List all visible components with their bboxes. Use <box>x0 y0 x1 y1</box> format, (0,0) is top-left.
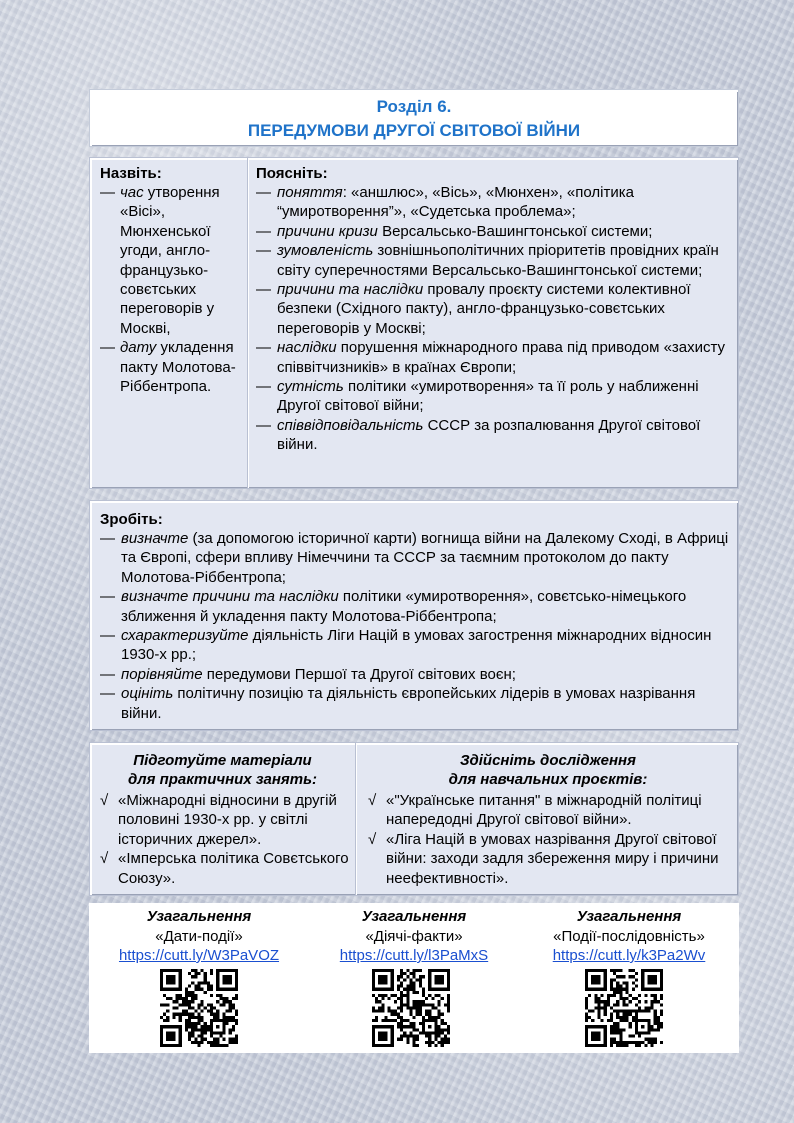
explain-list <box>256 183 736 455</box>
list-item: √ «Ліга Націй в умовах назрівання Другої світової війни: заходи задля збереження миру і причини неефективності». <box>368 830 719 887</box>
list-item: — зумовленість зовнішньополітичних пріоритетів провідних країн світу суперечностями Версальсько-Вашингтонської системи; <box>256 242 719 279</box>
list-item: — сутність політики «умиротворення» та її роль у наближенні Другої світової війни; <box>256 378 699 415</box>
link-events-sequence[interactable]: https://cutt.ly/k3Pa2Wv <box>552 947 706 964</box>
name-explain-panel <box>89 157 739 489</box>
qr-code-icon[interactable] <box>372 969 450 1047</box>
list-item: — час утворення «Вісі», Мюнхенської угоди, англо-французько-совєтських переговорів у Москві, <box>100 184 220 337</box>
prepare-subheading: для практичних занять: <box>128 771 317 788</box>
link-figures-facts[interactable]: https://cutt.ly/l3PaMxS <box>339 947 489 964</box>
qr-code-icon[interactable] <box>160 969 238 1047</box>
generalization-figures-facts: Узагальнення «Діячі-факти» https://cutt.ly/l3PaMxS <box>306 907 522 966</box>
list-item: — схарактеризуйте діяльність Ліги Націй в умовах загострення міжнародних відносин 1930-х рр.; <box>100 627 712 664</box>
list-item: √ «Міжнародні відносини в другій половині 1930-х рр. у світлі історичних джерел». <box>100 792 337 848</box>
list-item: — оцініть політичну позицію та діяльність європейських лідерів в умовах назрівання війни. <box>100 685 696 722</box>
list-item: — причини кризи Версальсько-Вашингтонської системи; <box>256 222 653 240</box>
title-panel <box>89 89 739 147</box>
check-icon: √ <box>100 792 109 809</box>
do-panel <box>89 500 739 731</box>
list-item: — визначте причини та наслідки політики «умиротворення», совєтсько-німецького зближення й укладення пакту Молотова-Ріббентропа; <box>100 588 687 625</box>
generalization-events-sequence: Узагальнення «Події-послідовність» https://cutt.ly/k3Pa2Wv <box>521 907 737 966</box>
list-item: — дату укладення пакту Молотова-Ріббентропа. <box>100 339 236 396</box>
do-list <box>100 529 732 723</box>
section-title: ПЕРЕДУМОВИ ДРУГОЇ СВІТОВОЇ ВІЙНИ <box>247 121 581 140</box>
generalizations-panel <box>89 903 739 1053</box>
list-item: — визначте (за допомогою історичної карти) вогнища війни на Далекому Сході, в Африці та Європі, сфери впливу Німеччини та СССР за таємним протоколом до пакту Молотова-Ріббентропа; <box>100 530 729 586</box>
list-item: √ «"Українське питання" в міжнародній політиці напередодні Другої світової війни». <box>368 792 702 829</box>
name-heading: Назвіть: <box>100 165 162 182</box>
explain-column <box>250 158 738 488</box>
section-number: Розділ 6. <box>376 97 452 116</box>
name-list <box>100 183 245 396</box>
name-column <box>90 158 248 488</box>
list-item: — співвідповідальність СССР за розпалювання Другої світової війни. <box>256 416 701 454</box>
prepare-heading: Підготуйте матеріали <box>133 752 312 769</box>
check-icon: √ <box>100 850 109 868</box>
prepare-list <box>100 791 350 888</box>
check-icon: √ <box>368 792 377 809</box>
research-heading: Здійсніть дослідження <box>460 752 636 769</box>
check-icon: √ <box>368 830 377 848</box>
prepare-research-panel <box>89 742 739 896</box>
list-item: — наслідки порушення міжнародного права під приводом «захисту співвітчизників» в країнах Європи; <box>256 339 726 376</box>
do-heading: Зробіть: <box>100 511 163 528</box>
research-column <box>358 743 738 895</box>
link-dates-events[interactable]: https://cutt.ly/W3PaVOZ <box>118 947 280 964</box>
explain-heading: Поясніть: <box>256 165 328 182</box>
qr-code-icon[interactable] <box>585 969 663 1047</box>
generalization-dates-events: Узагальнення «Дати-події» https://cutt.ly/W3PaVOZ <box>91 907 307 966</box>
list-item: — поняття: «аншлюс», «Вісь», «Мюнхен», «політика “умиротворення”», «Судетська проблема»; <box>256 184 634 221</box>
research-list <box>368 791 736 888</box>
prepare-column <box>90 743 356 895</box>
research-subheading: для навчальних проєктів: <box>448 771 648 788</box>
list-item: — причини та наслідки провалу проєкту системи колективної безпеки (Східного пакту), англо-французько-совєтських переговорів у Москві; <box>256 281 691 337</box>
list-item: √ «Імперська політика Совєтського Союзу». <box>100 850 349 887</box>
list-item: — порівняйте передумови Першої та Другої світових воєн; <box>100 665 516 683</box>
